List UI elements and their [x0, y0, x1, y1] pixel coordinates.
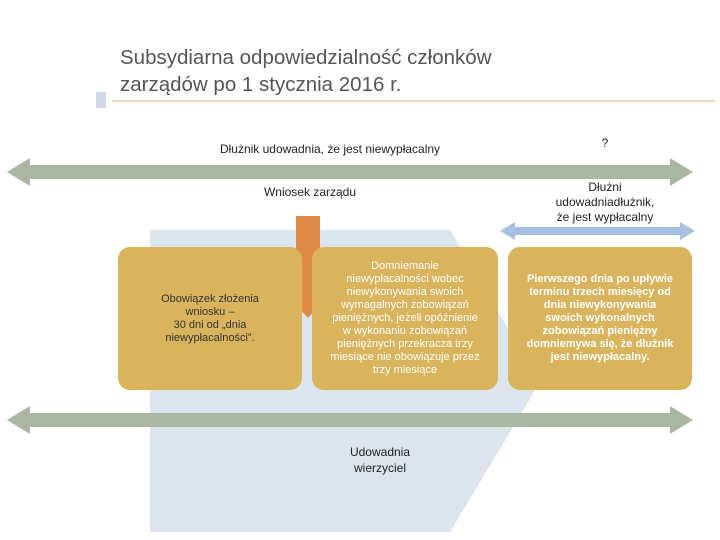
filing-obligation-line3: 30 dni od „dnia — [173, 318, 247, 331]
presumption-suspended-line2: niewypłacalności wobec — [346, 273, 464, 285]
insolvency-presumed-line7: jest niewypłacalny. — [550, 351, 650, 363]
presumption-suspended-line3: niewykonywania swoich — [346, 286, 464, 298]
header-underline — [112, 100, 715, 102]
creditor-proves-label — [320, 444, 440, 476]
insolvency-presumed-line5: zobowiązań pieniężny — [542, 325, 658, 337]
presumption-suspended-text — [330, 260, 479, 377]
presumption-suspended-line7: pieniężnych przekracza trzy — [337, 338, 473, 350]
presumption-suspended-line9: trzy miesiące — [372, 364, 438, 376]
insolvency-presumed-line4: swoich wykonalnych — [545, 312, 655, 324]
insolvency-presumed-line3: dnia niewykonywania — [543, 299, 657, 311]
insolvency-presumed-text — [527, 273, 674, 364]
question-label: ? — [601, 136, 609, 150]
filing-obligation-card — [118, 247, 302, 390]
presumption-suspended-line8: miesiące nie obowiązuje przez — [330, 351, 480, 363]
presumption-suspended-line6: w wykonaniu zobowiązań — [342, 325, 468, 337]
page-title-line2: zarządów po 1 stycznia 2016 r. — [120, 73, 402, 96]
insolvency-presumed-line1: Pierwszego dnia po upływie — [526, 273, 674, 285]
filing-obligation-line4: niewypłacalności”. — [165, 331, 255, 344]
page-title — [120, 44, 680, 98]
insolvency-presumed-line6: domniemywa się, że dłużnik — [526, 338, 674, 350]
insolvency-presumed-line2: terminu trzech miesięcy od — [529, 286, 671, 298]
board-motion-label: Wniosek zarządu — [263, 185, 357, 199]
insolvency-presumed-card — [508, 247, 692, 390]
presumption-suspended-card — [312, 247, 498, 390]
debtor-proves-insolvency-label: Dłużnik udowadnia, że jest niewypłacalny — [219, 142, 441, 156]
page-title-line1: Subsydiarna odpowiedzialność członków — [120, 46, 492, 69]
presumption-suspended-line5: pieniężnych, jeżeli opóźnienie — [332, 312, 478, 324]
debtor-proves-solvency-line2: udowadniadłużnik, — [555, 195, 655, 209]
debtor-proves-solvency-label — [520, 180, 690, 225]
filing-obligation-line1: Obowiązek złożenia — [161, 292, 259, 305]
debtor-proves-solvency-line3: że jest wypłacalny — [556, 210, 654, 224]
filing-obligation-text — [161, 293, 259, 345]
presumption-suspended-line1: Domniemanie — [371, 260, 439, 272]
creditor-proves-line1: Udowadnia — [349, 445, 411, 459]
header-left-block — [96, 92, 106, 108]
debtor-proves-solvency-line1: Dłużni — [588, 180, 622, 194]
filing-obligation-line2: wniosku – — [185, 305, 235, 318]
presumption-suspended-line4: wymagalnych zobowiązań — [341, 299, 469, 311]
creditor-proves-line2: wierzyciel — [353, 461, 406, 475]
